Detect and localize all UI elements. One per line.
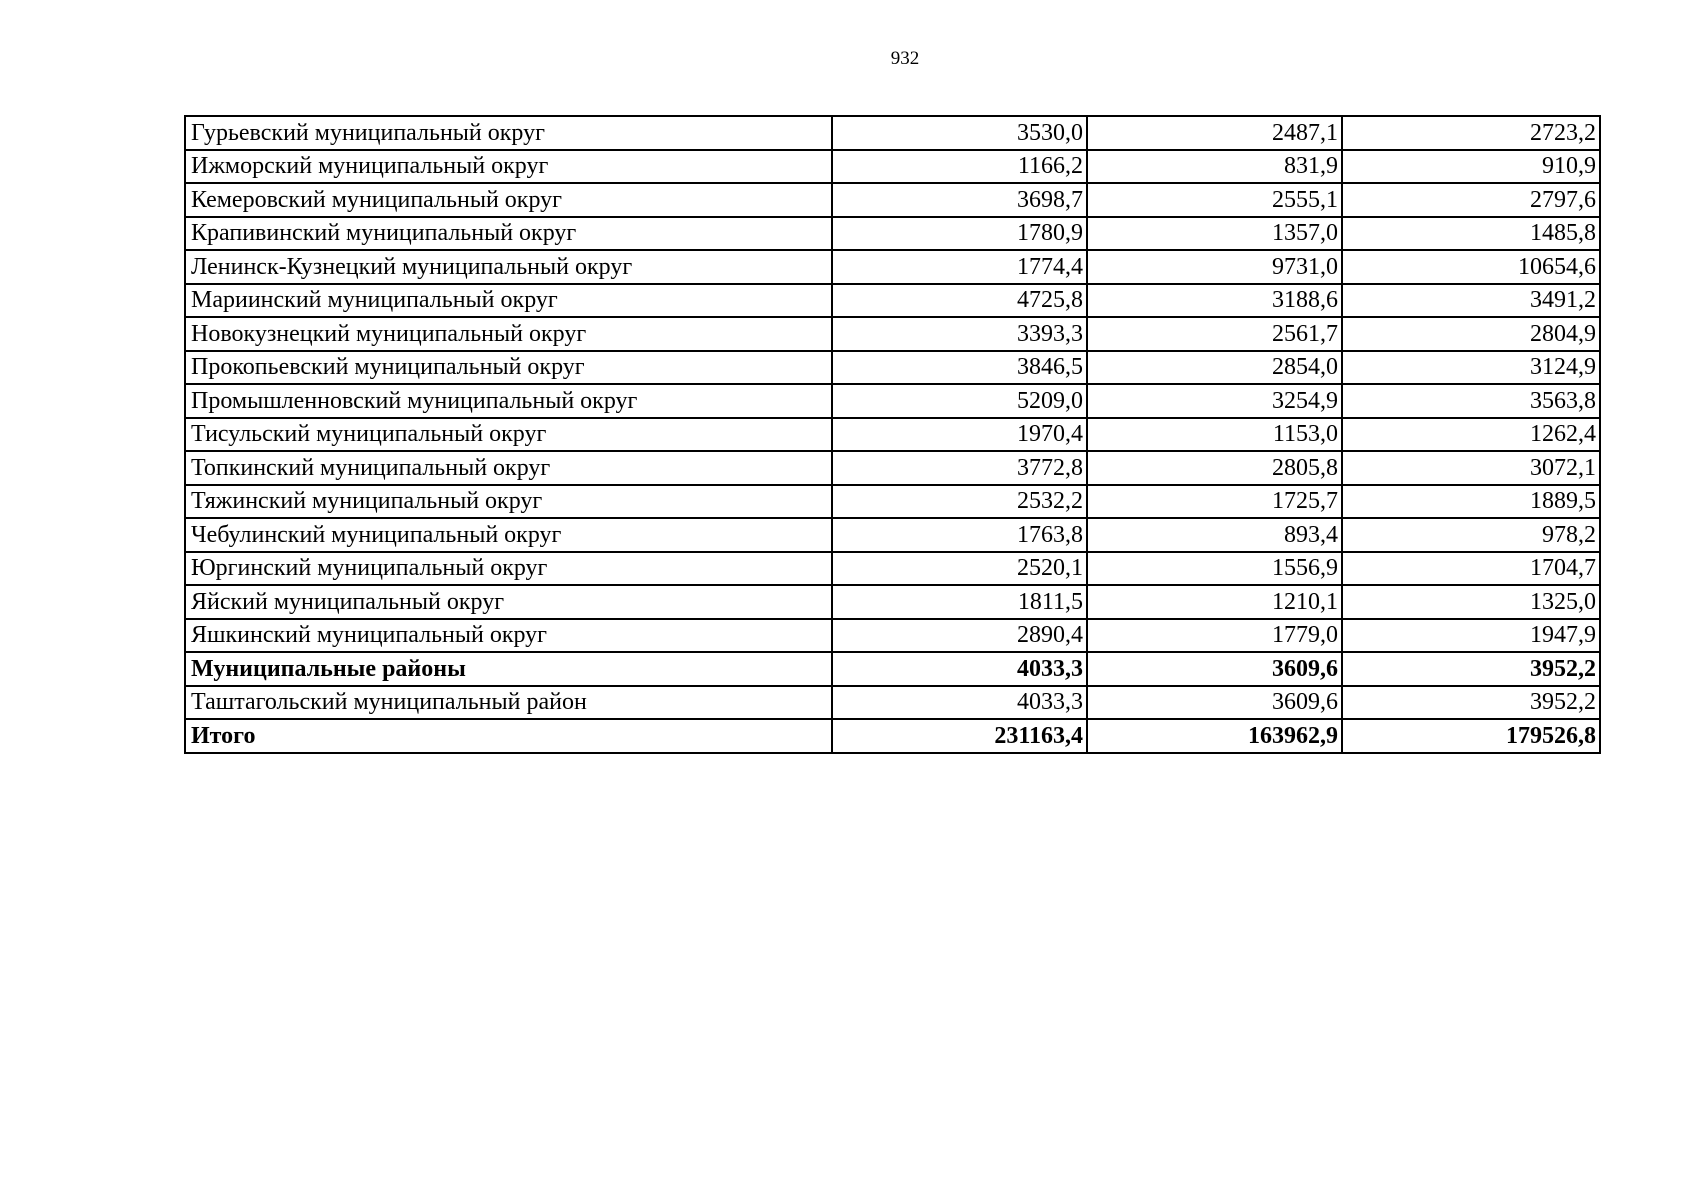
row-name-cell: Муниципальные районы — [185, 652, 832, 686]
table-body — [185, 116, 1600, 753]
row-name-cell: Прокопьевский муниципальный округ — [185, 351, 832, 385]
row-name-cell: Ижморский муниципальный округ — [185, 150, 832, 184]
row-name-cell: Яйский муниципальный округ — [185, 585, 832, 619]
row-value-1-cell: 4725,8 — [832, 284, 1087, 318]
row-value-1-cell: 2520,1 — [832, 552, 1087, 586]
row-value-2-cell: 3609,6 — [1087, 686, 1342, 720]
table-row — [185, 652, 1600, 686]
row-value-2-cell: 3609,6 — [1087, 652, 1342, 686]
row-name-cell: Яшкинский муниципальный округ — [185, 619, 832, 653]
row-value-3-cell: 3952,2 — [1342, 652, 1600, 686]
row-name-cell: Юргинский муниципальный округ — [185, 552, 832, 586]
row-name-cell: Ленинск-Кузнецкий муниципальный округ — [185, 250, 832, 284]
row-value-1-cell: 1811,5 — [832, 585, 1087, 619]
row-value-1-cell: 5209,0 — [832, 384, 1087, 418]
row-value-3-cell: 2723,2 — [1342, 116, 1600, 150]
row-value-3-cell: 1704,7 — [1342, 552, 1600, 586]
row-name-cell: Тяжинский муниципальный округ — [185, 485, 832, 519]
row-value-1-cell: 231163,4 — [832, 719, 1087, 753]
row-value-2-cell: 1357,0 — [1087, 217, 1342, 251]
table-row — [185, 284, 1600, 318]
row-name-cell: Топкинский муниципальный округ — [185, 451, 832, 485]
row-value-1-cell: 3530,0 — [832, 116, 1087, 150]
row-value-3-cell: 3072,1 — [1342, 451, 1600, 485]
table-row — [185, 719, 1600, 753]
page-number: 932 — [890, 48, 920, 69]
row-name-cell: Гурьевский муниципальный округ — [185, 116, 832, 150]
row-name-cell: Новокузнецкий муниципальный округ — [185, 317, 832, 351]
row-value-1-cell: 3393,3 — [832, 317, 1087, 351]
row-value-2-cell: 1725,7 — [1087, 485, 1342, 519]
row-name-cell: Промышленновский муниципальный округ — [185, 384, 832, 418]
row-value-3-cell: 3952,2 — [1342, 686, 1600, 720]
row-value-2-cell: 2854,0 — [1087, 351, 1342, 385]
row-value-2-cell: 2487,1 — [1087, 116, 1342, 150]
table-row — [185, 150, 1600, 184]
table-row — [185, 217, 1600, 251]
row-value-2-cell: 831,9 — [1087, 150, 1342, 184]
row-name-cell: Таштагольский муниципальный район — [185, 686, 832, 720]
row-value-1-cell: 1970,4 — [832, 418, 1087, 452]
row-value-3-cell: 978,2 — [1342, 518, 1600, 552]
row-value-1-cell: 3698,7 — [832, 183, 1087, 217]
table-row — [185, 686, 1600, 720]
row-name-cell: Кемеровский муниципальный округ — [185, 183, 832, 217]
row-value-3-cell: 1485,8 — [1342, 217, 1600, 251]
row-name-cell: Тисульский муниципальный округ — [185, 418, 832, 452]
row-value-2-cell: 1779,0 — [1087, 619, 1342, 653]
row-name-cell: Чебулинский муниципальный округ — [185, 518, 832, 552]
row-value-2-cell: 2805,8 — [1087, 451, 1342, 485]
row-name-cell: Итого — [185, 719, 832, 753]
row-value-1-cell: 4033,3 — [832, 686, 1087, 720]
row-value-3-cell: 3491,2 — [1342, 284, 1600, 318]
table-row — [185, 250, 1600, 284]
row-value-3-cell: 179526,8 — [1342, 719, 1600, 753]
row-value-3-cell: 3124,9 — [1342, 351, 1600, 385]
row-value-2-cell: 3188,6 — [1087, 284, 1342, 318]
row-value-3-cell: 10654,6 — [1342, 250, 1600, 284]
table-row — [185, 317, 1600, 351]
row-value-1-cell: 1166,2 — [832, 150, 1087, 184]
table-row — [185, 485, 1600, 519]
row-name-cell: Мариинский муниципальный округ — [185, 284, 832, 318]
row-value-1-cell: 4033,3 — [832, 652, 1087, 686]
budget-table — [184, 115, 1601, 754]
table-row — [185, 351, 1600, 385]
row-value-2-cell: 1210,1 — [1087, 585, 1342, 619]
row-value-3-cell: 1262,4 — [1342, 418, 1600, 452]
row-value-3-cell: 910,9 — [1342, 150, 1600, 184]
row-name-cell: Крапивинский муниципальный округ — [185, 217, 832, 251]
row-value-2-cell: 2561,7 — [1087, 317, 1342, 351]
row-value-1-cell: 2890,4 — [832, 619, 1087, 653]
row-value-2-cell: 163962,9 — [1087, 719, 1342, 753]
row-value-2-cell: 9731,0 — [1087, 250, 1342, 284]
row-value-3-cell: 3563,8 — [1342, 384, 1600, 418]
table-row — [185, 619, 1600, 653]
table-row — [185, 585, 1600, 619]
row-value-2-cell: 1153,0 — [1087, 418, 1342, 452]
row-value-2-cell: 2555,1 — [1087, 183, 1342, 217]
row-value-3-cell: 1889,5 — [1342, 485, 1600, 519]
row-value-1-cell: 1763,8 — [832, 518, 1087, 552]
row-value-1-cell: 1780,9 — [832, 217, 1087, 251]
row-value-2-cell: 1556,9 — [1087, 552, 1342, 586]
row-value-1-cell: 3846,5 — [832, 351, 1087, 385]
table-row — [185, 384, 1600, 418]
row-value-3-cell: 1325,0 — [1342, 585, 1600, 619]
row-value-3-cell: 1947,9 — [1342, 619, 1600, 653]
table-row — [185, 418, 1600, 452]
row-value-1-cell: 3772,8 — [832, 451, 1087, 485]
row-value-2-cell: 3254,9 — [1087, 384, 1342, 418]
row-value-3-cell: 2804,9 — [1342, 317, 1600, 351]
table-row — [185, 116, 1600, 150]
row-value-1-cell: 2532,2 — [832, 485, 1087, 519]
row-value-1-cell: 1774,4 — [832, 250, 1087, 284]
table-row — [185, 183, 1600, 217]
row-value-3-cell: 2797,6 — [1342, 183, 1600, 217]
table-row — [185, 518, 1600, 552]
table-row — [185, 552, 1600, 586]
row-value-2-cell: 893,4 — [1087, 518, 1342, 552]
table-row — [185, 451, 1600, 485]
